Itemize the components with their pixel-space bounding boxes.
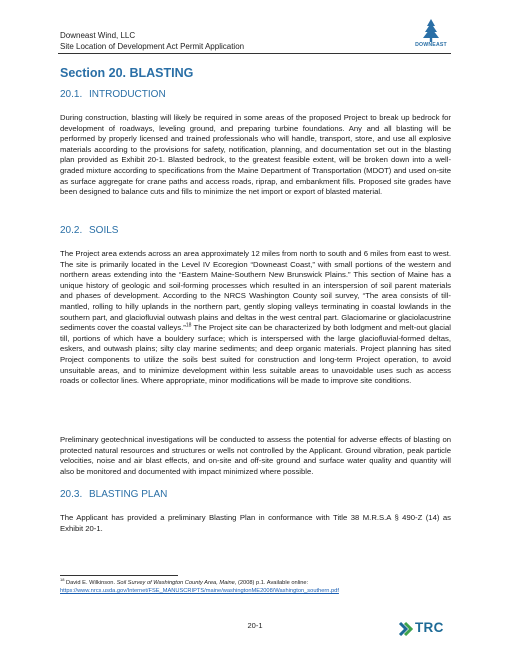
soils-text-part2: The Project site can be characterized by both lodgment and melt-out glacial till, portions of which have a bouldery surface; which is interspersed with the large glaciofluvial-formed deltas, eskers, and outwash plains; silty clay marine sediments; and deep organic materials. Project planning has sited Project components to utilize the soils best suited for construction and long-term Project operation, to avoid unsuitable areas, and to minimize development within less suitable areas to unavoidable uses such as access roads or collector lines. Where appropriate, minor modifications will be made to improve site conditions. <box>60 323 451 386</box>
trc-chevron-icon <box>398 621 413 637</box>
pine-tree-icon <box>419 19 443 43</box>
footnote-details: , (2008) p.1. Available online: <box>234 580 309 586</box>
header-divider <box>58 53 451 54</box>
soils-text-part1: The Project area extends across an area approximately 12 miles from north to south and 6 miles from east to west. The site is primarily located in the Level IV Ecoregion “Downeast Coast,” with small portions of the western and northern areas extending into the “Eastern Maine-Southern New Brunswick Plains.” This section of Maine has a unique history of geologic and soil-forming processes which resulted in an interspersion of soil parent materials and phases of development. According to the NRCS Washington County soil survey, “The area consists of till-mantled, rolling to hilly uplands in the northern part, gently sloping valleys terminating in coastal lowlands in the southern part, and glaciofluvial outwash plains and deltas in the west central part. Glaciomarine or glaciolacustrine sediments cover the coastal valleys.” <box>60 249 451 333</box>
subsection-title: BLASTING PLAN <box>89 489 168 500</box>
subsection-heading-soils <box>60 225 118 236</box>
running-header <box>60 30 244 52</box>
blasting-plan-paragraph: The Applicant has provided a preliminary Blasting Plan in conformance with Title 38 M.R.S.A § 490-Z (14) as Exhibit 20-1. <box>60 513 451 533</box>
geotechnical-paragraph: Preliminary geotechnical investigations will be conducted to assess the potential for adverse effects of blasting on protected natural resources and structures or wells not controlled by the Applicant. Ground vibration, peak particle velocities, noise and air blast effects, and on-site and off-site ground and surface water quality and quantity will also be monitored and documented with impact minimized where possible. <box>60 435 451 476</box>
footnote-divider <box>60 575 178 576</box>
subsection-heading-introduction <box>60 89 166 100</box>
subsection-title: INTRODUCTION <box>89 89 166 100</box>
subsection-number: 20.2. <box>60 225 83 236</box>
page-number: 20-1 <box>247 621 263 630</box>
soils-paragraph <box>60 249 451 387</box>
introduction-paragraph: During construction, blasting will likely be required in some areas of the proposed Project to break up bedrock for development of roadways, leveling ground, and preparing turbine foundations. Any and all blasting will be performed by properly licensed and trained professionals who will handle, transport, store, and use all explosive materials according to the provisions for safety, notification, planning, and documentation set out in the blasting plan provided as Exhibit 20-1. Blasted bedrock, to the greatest feasible extent, will be broken down into a well-graded mixture according to specifications from the Maine Department of Transportation (MDOT) and used on-site as surface aggregate for crane paths and access roads, riprap, and embankment fills. Proposed site grades have been designed to balance cuts and fills to minimize the net import or export of blasted material. <box>60 113 451 197</box>
subsection-number: 20.1. <box>60 89 83 100</box>
footnote-reference: 18 <box>185 322 192 329</box>
subsection-title: SOILS <box>89 225 119 236</box>
header-company: Downeast Wind, LLC <box>60 31 136 40</box>
logo-wordmark: DOWNEAST <box>415 42 447 48</box>
trc-wordmark: TRC <box>415 620 444 635</box>
footnote-number: 18 <box>60 577 65 583</box>
trc-logo <box>398 620 452 638</box>
header-document-title: Site Location of Development Act Permit Application <box>60 42 245 51</box>
downeast-logo <box>410 19 452 51</box>
footnote-author: David E. Wilkinson. <box>64 580 117 586</box>
footnote-url-link[interactable]: https://www.nrcs.usda.gov/Internet/FSE_MANUSCRIPTS/maine/washingtonME2008/Washington_southern.pdf <box>60 588 339 594</box>
subsection-heading-blasting-plan <box>60 489 167 500</box>
footnote <box>60 579 455 595</box>
section-title: Section 20. BLASTING <box>60 66 194 80</box>
footnote-source-title: Soil Survey of Washington County Area, Maine <box>116 580 235 586</box>
subsection-number: 20.3. <box>60 489 83 500</box>
